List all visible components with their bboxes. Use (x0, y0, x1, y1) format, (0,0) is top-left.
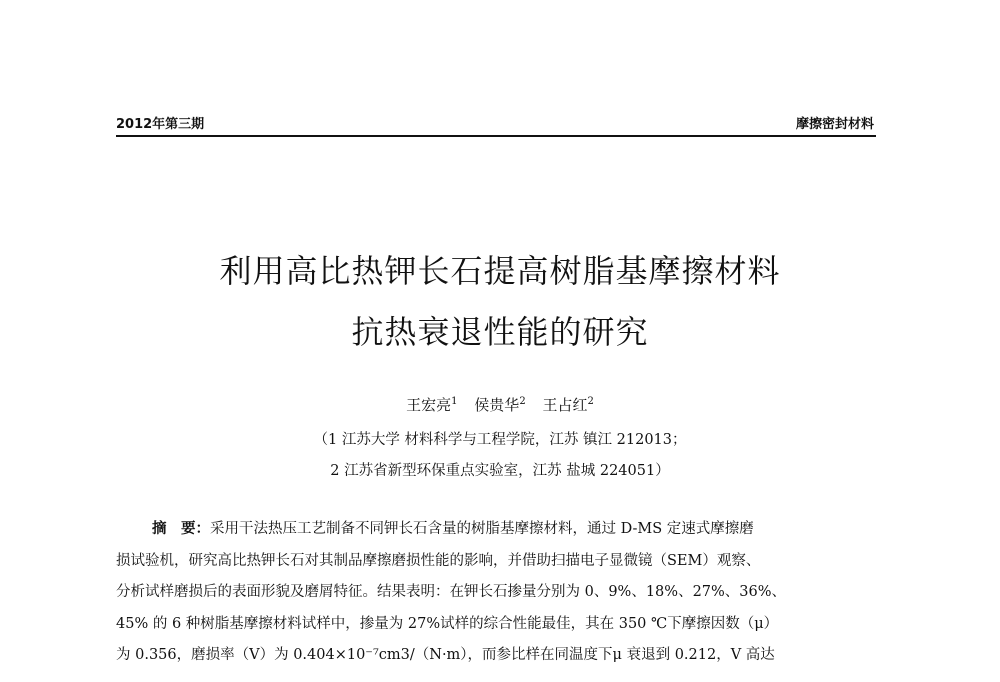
author-name: 王占红 (542, 396, 588, 414)
affiliation-line-1: （1 江苏大学 材料科学与工程学院，江苏 镇江 212013； (313, 432, 687, 448)
affiliation-line-2: 2 江苏省新型环保重点实验室，江苏 盐城 224051） (330, 463, 670, 479)
author-list (0, 394, 1000, 415)
journal-name: 摩擦密封材料 (795, 117, 874, 132)
author-name: 侯贵华 (474, 396, 520, 414)
abstract-line-1 (116, 514, 880, 546)
abstract-line-5: 为 0.356，磨损率（V）为 0.404×10⁻⁷cm3/（N·m），而参比样在同温度下μ 衰退到 0.212，V 高达 (116, 647, 775, 663)
abstract-line-2: 损试验机，研究高比热钾长石对其制品摩擦磨损性能的影响，并借助扫描电子显微镜（SEM）观察、 (116, 552, 761, 569)
abstract-label: 摘 要： (152, 521, 210, 537)
author-1 (406, 396, 457, 414)
abstract-line-4: 45% 的 6 种树脂基摩擦材料试样中，掺量为 27%试样的综合性能最佳，其在 350 ℃下摩擦因数（μ） (116, 615, 779, 632)
author-affiliation-mark: 2 (519, 396, 526, 407)
author-3 (542, 396, 593, 414)
paper-title-line-2: 抗热衰退性能的研究 (351, 313, 649, 351)
author-affiliation-mark: 1 (451, 396, 458, 407)
abstract-text: 采用干法热压工艺制备不同钾长石含量的树脂基摩擦材料，通过 D-MS 定速式摩擦磨 (210, 521, 754, 537)
author-name: 王宏亮 (406, 396, 452, 414)
abstract-line-3: 分析试样磨损后的表面形貌及磨屑特征。结果表明：在钾长石掺量分别为 0、9%、18%、27%、36%、 (116, 584, 787, 600)
abstract (116, 514, 880, 672)
issue-label: 2012年第三期 (116, 117, 205, 132)
author-2 (474, 396, 525, 414)
paper-title-line-1: 利用高比热钾长石提高树脂基摩擦材料 (219, 252, 781, 290)
running-header (116, 113, 876, 137)
author-affiliation-mark: 2 (587, 396, 594, 407)
